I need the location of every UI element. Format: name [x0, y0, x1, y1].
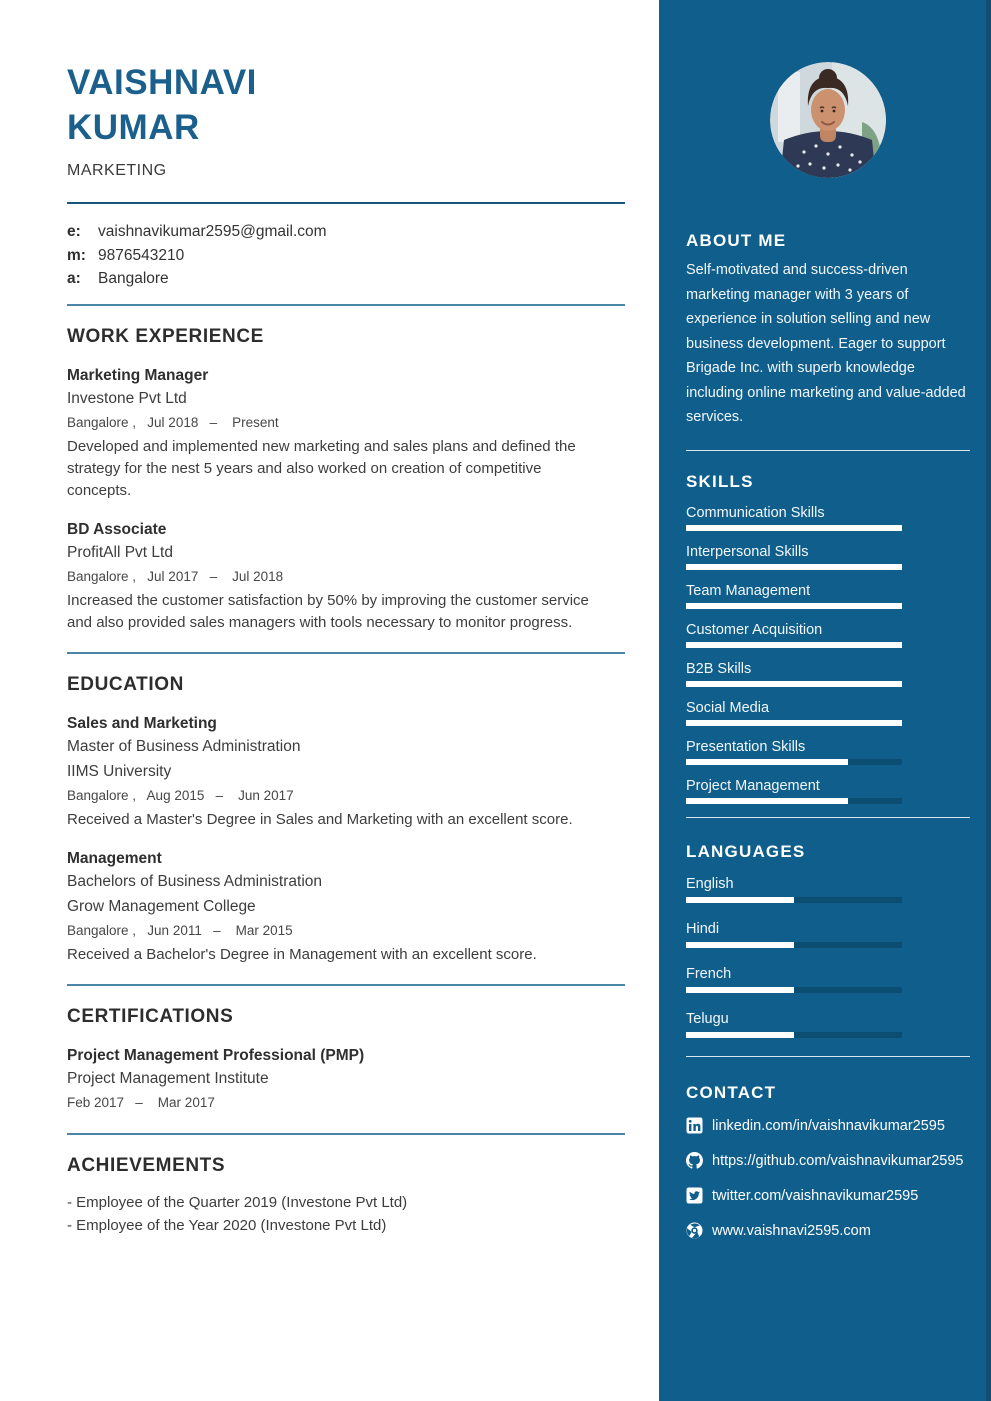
job-location-dates: Bangalore , Jul 2018 – Present	[67, 414, 279, 430]
language-item	[686, 966, 970, 993]
language-label: French	[686, 965, 732, 982]
education-entry	[67, 713, 625, 831]
skill-bar	[686, 681, 902, 687]
github-url: https://github.com/vaishnavikumar2595	[712, 1152, 964, 1169]
education-field: Sales and Marketing	[67, 714, 217, 732]
certification-dates: Feb 2017 – Mar 2017	[67, 1094, 215, 1110]
language-bar	[686, 1032, 902, 1038]
skill-item	[686, 583, 970, 609]
education-description: Received a Bachelor's Degree in Management with an excellent score.	[67, 945, 537, 963]
skill-item	[686, 622, 970, 648]
skill-bar-fill	[686, 525, 902, 531]
language-bar-fill	[686, 897, 794, 903]
skill-bar	[686, 525, 902, 531]
role-subtitle: MARKETING	[67, 162, 167, 179]
twitter-url: twitter.com/vaishnavikumar2595	[712, 1187, 919, 1204]
certification-entry	[67, 1045, 625, 1115]
panel-edge-stripe	[986, 0, 991, 1401]
skill-item	[686, 661, 970, 687]
about-me-title: ABOUT ME	[686, 231, 787, 250]
job-description: Developed and implemented new marketing and sales plans and defined the strategy for the nest 5 years and also worked on creation of competitive concepts.	[67, 437, 576, 499]
resume-sidebar	[659, 0, 991, 1401]
linkedin-icon	[686, 1117, 703, 1134]
skill-item	[686, 544, 970, 570]
education-degree: Master of Business Administration	[67, 737, 301, 755]
skill-bar-fill	[686, 564, 902, 570]
address-value: Bangalore	[98, 270, 169, 287]
skill-bar-fill	[686, 603, 902, 609]
person-name	[67, 60, 625, 150]
job-company: Investone Pvt Ltd	[67, 389, 187, 407]
sidebar-divider	[686, 450, 970, 451]
skill-label: Project Management	[686, 777, 820, 794]
email-row	[67, 220, 625, 244]
contact-info-block	[67, 220, 625, 291]
skill-bar	[686, 720, 902, 726]
website-url: www.vaishnavi2595.com	[712, 1222, 871, 1239]
skill-label: Team Management	[686, 582, 811, 599]
email-label: e:	[67, 223, 81, 240]
name-line-1: VAISHNAVI	[67, 63, 257, 102]
github-link[interactable]	[686, 1150, 970, 1172]
language-bar	[686, 987, 902, 993]
skill-label: Customer Acquisition	[686, 621, 823, 638]
skill-label: Interpersonal Skills	[686, 543, 809, 560]
skill-item	[686, 700, 970, 726]
skill-bar	[686, 798, 902, 804]
skill-item	[686, 739, 970, 765]
avatar	[770, 62, 886, 178]
language-label: Telugu	[686, 1010, 729, 1027]
job-title: Marketing Manager	[67, 366, 209, 384]
achievements-list	[67, 1191, 625, 1237]
education-description: Received a Master's Degree in Sales and Marketing with an excellent score.	[67, 810, 573, 828]
mobile-label: m:	[67, 246, 86, 264]
education-title: EDUCATION	[67, 673, 184, 695]
job-title: BD Associate	[67, 520, 167, 538]
education-school: IIMS University	[67, 762, 172, 780]
certification-name: Project Management Professional (PMP)	[67, 1046, 365, 1064]
language-bar-fill	[686, 1032, 794, 1038]
section-divider	[67, 1133, 625, 1135]
education-degree: Bachelors of Business Administration	[67, 872, 323, 890]
website-icon	[686, 1222, 703, 1239]
skill-label: Social Media	[686, 699, 770, 716]
skill-bar-fill	[686, 642, 902, 648]
certification-issuer: Project Management Institute	[67, 1069, 269, 1087]
skill-bar-fill	[686, 681, 902, 687]
education-field: Management	[67, 849, 162, 867]
linkedin-link[interactable]	[686, 1115, 970, 1137]
language-item	[686, 921, 970, 948]
education-location-dates: Bangalore , Aug 2015 – Jun 2017	[67, 787, 294, 803]
language-bar	[686, 897, 902, 903]
language-bar	[686, 942, 902, 948]
language-label: Hindi	[686, 920, 720, 937]
contact-links	[686, 1115, 970, 1242]
skill-bar	[686, 603, 902, 609]
education-location-dates: Bangalore , Jun 2011 – Mar 2015	[67, 922, 293, 938]
skill-item	[686, 505, 970, 531]
job-entry	[67, 519, 625, 634]
mobile-row	[67, 244, 625, 268]
email-value: vaishnavikumar2595@gmail.com	[98, 223, 327, 240]
skill-label: B2B Skills	[686, 660, 752, 677]
achievements-title: ACHIEVEMENTS	[67, 1154, 226, 1176]
address-row	[67, 267, 625, 291]
education-entry	[67, 848, 625, 966]
linkedin-url: linkedin.com/in/vaishnavikumar2595	[712, 1117, 945, 1134]
language-bar-fill	[686, 942, 794, 948]
about-me-text: Self-motivated and success-driven marketing manager with 3 years of experience in solution selling and new business development. Eager to support Brigade Inc. with superb knowledge including online marketing and value-added services.	[686, 262, 966, 425]
sidebar-divider	[686, 817, 970, 818]
sidebar-divider	[686, 1056, 970, 1057]
section-divider	[67, 984, 625, 986]
job-location-dates: Bangalore , Jul 2017 – Jul 2018	[67, 568, 284, 584]
twitter-icon	[686, 1187, 703, 1204]
twitter-link[interactable]	[686, 1185, 970, 1207]
languages-list	[686, 876, 970, 1038]
contact-title: CONTACT	[686, 1082, 777, 1102]
section-divider	[67, 652, 625, 654]
education-school: Grow Management College	[67, 897, 256, 915]
mobile-value: 9876543210	[98, 246, 185, 264]
language-label: English	[686, 875, 734, 892]
certifications-title: CERTIFICATIONS	[67, 1005, 234, 1027]
language-bar-fill	[686, 987, 794, 993]
name-line-2: KUMAR	[67, 108, 200, 147]
avatar-photo-illustration	[770, 62, 886, 178]
achievement-item: - Employee of the Year 2020 (Investone Pvt Ltd)	[67, 1216, 387, 1234]
skill-label: Communication Skills	[686, 504, 825, 521]
language-item	[686, 1011, 970, 1038]
job-company: ProfitAll Pvt Ltd	[67, 543, 173, 561]
achievement-item: - Employee of the Quarter 2019 (Investone Pvt Ltd)	[67, 1193, 408, 1211]
skill-bar	[686, 642, 902, 648]
job-description: Increased the customer satisfaction by 50% by improving the customer service and also provided sales managers with tools necessary to monitor progress.	[67, 591, 589, 631]
skill-bar	[686, 564, 902, 570]
skills-list	[686, 505, 970, 804]
job-entry	[67, 365, 625, 502]
skills-title: SKILLS	[686, 471, 754, 491]
skill-bar-fill	[686, 759, 848, 765]
work-experience-title: WORK EXPERIENCE	[67, 325, 264, 347]
header-divider	[67, 202, 625, 204]
languages-title: LANGUAGES	[686, 841, 806, 861]
skill-label: Presentation Skills	[686, 738, 806, 755]
language-item	[686, 876, 970, 903]
skill-item	[686, 778, 970, 804]
section-divider	[67, 304, 625, 306]
website-link[interactable]	[686, 1220, 970, 1242]
skill-bar	[686, 759, 902, 765]
skill-bar-fill	[686, 798, 848, 804]
address-label: a:	[67, 270, 81, 287]
skill-bar-fill	[686, 720, 902, 726]
github-icon	[686, 1152, 703, 1169]
